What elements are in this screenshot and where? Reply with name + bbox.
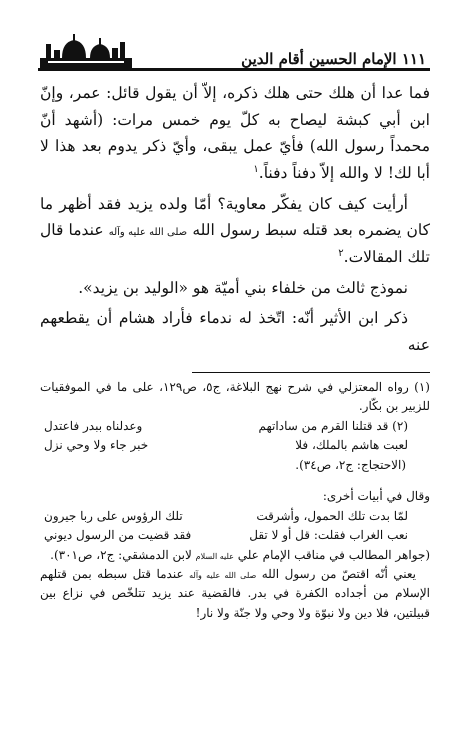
footnote-1: (١) رواه المعتزلي في شرح نهج البلاغة، ج٥، ص١٢٩، على ما في الموفقيات للزبير بن بكّار. xyxy=(40,380,430,414)
page-header xyxy=(38,30,430,70)
verse-hemistich: نعب الغراب فقلت: قل أو لا تقل xyxy=(249,528,408,543)
footnote-text xyxy=(40,565,430,623)
mosque-ornament-icon xyxy=(40,30,132,68)
footnote-source: (الاحتجاج: ج٢، ص٣٤). xyxy=(295,457,406,472)
footnote-text: لابن الدمشقي: ج٢، ص٣٠١). xyxy=(50,547,196,562)
verse-line xyxy=(40,417,430,436)
main-text xyxy=(40,80,430,363)
verse-hemistich: لعبت هاشم بالملك، فلا xyxy=(295,438,408,453)
paragraph-text: فما عدا أن هلك حتى هلك ذكره، إلاّ أن يقول قائل: عمر، وإنّ ابن أبي كبشة ليصاح به كلّ يوم خمس مرات: (أشهد أنّ محمداً رسول الله) فأيّ عمل يبقى، وأيّ ذكر يدوم بعد هذا لا أبا لك! لا والله إلاّ دفناً دفناً. xyxy=(40,84,430,182)
header-divider xyxy=(38,68,430,71)
verse-line xyxy=(40,436,430,455)
paragraph-text: عندما قال تلك المقالات. xyxy=(40,221,430,266)
verse-hemistich: لمّا بدت تلك الحمول، وأشرقت xyxy=(256,508,408,523)
salawat-text: صلى الله عليه وآله xyxy=(108,227,188,239)
verse-hemistich: وعدلناه ببدر فاعتدل xyxy=(44,418,143,433)
footnote-text: (جواهر المطالب في مناقب الإمام علي xyxy=(233,547,430,562)
salawat-text: عليه السلام xyxy=(195,551,234,561)
verse-hemistich: خبر جاء ولا وحي نزل xyxy=(44,438,149,453)
paragraph xyxy=(40,80,430,187)
footnote-ref: ١ xyxy=(253,163,259,175)
page-header-title: ١١١ الإمام الحسين أقام الدين xyxy=(241,50,426,68)
paragraph: نموذج ثالث من خلفاء بني أميّة هو «الوليد بن يزيد». xyxy=(78,278,408,297)
paragraph xyxy=(40,191,430,271)
footnotes xyxy=(40,378,430,623)
footnote-source xyxy=(40,546,430,565)
footnote-text: عندما قتل سبطه بمن قتلهم الإسلام من أجداده الكفرة في بدر. فالقضية عند يزيد تتلخّص في نزاع بين قبيلتين، فلا دين ولا نبوّة ولا وحي ولا جنّة ولا نار! xyxy=(40,566,430,620)
verse-hemistich: (٢) قد قتلنا القرم من ساداتهم xyxy=(258,418,408,433)
verse-hemistich: تلك الرؤوس على ربا جيرون xyxy=(44,508,183,523)
verse-line xyxy=(40,526,430,545)
verse-hemistich: فقد قضيت من الرسول ديوني xyxy=(44,528,192,543)
paragraph: ذكر ابن الأثير أنّه: اتّخذ له ندماء فأراد هشام أن يقطعهم عنه xyxy=(40,309,430,354)
footnote-divider xyxy=(192,372,430,373)
footnote-text: وقال في أبيات أخرى: xyxy=(322,489,430,504)
verse-line xyxy=(40,507,430,526)
salawat-text: صلى الله عليه وآله xyxy=(189,570,257,580)
paragraph-text: أرأيت كيف كان يفكّر معاوية؟ أمّا ولده يزيد فقد أظهر ما كان يضمره بعد قتله سبط رسول الله xyxy=(40,194,430,240)
footnote-ref: ٢ xyxy=(338,247,344,259)
footnote-text: يعني أنّه اقتصّ من رسول الله xyxy=(256,566,416,581)
